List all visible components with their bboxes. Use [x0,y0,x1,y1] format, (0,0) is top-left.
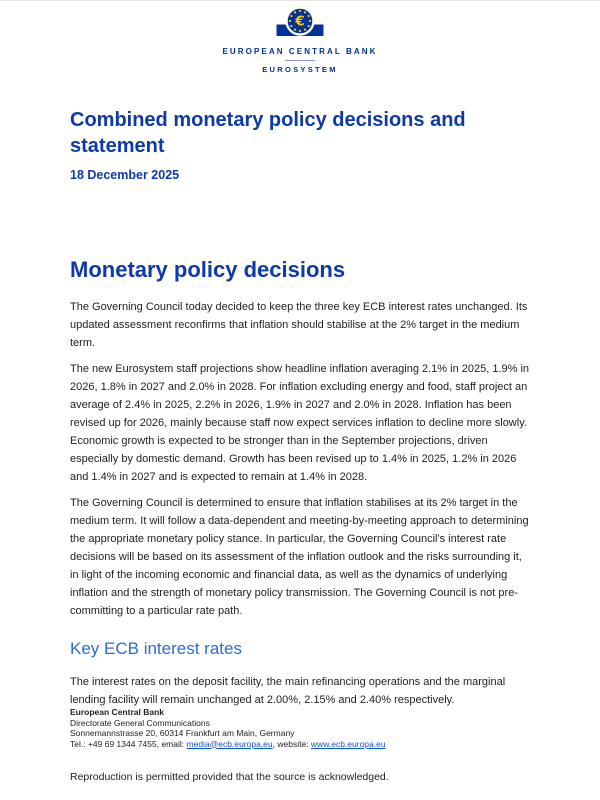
footer-contact-mid: , website: [272,738,311,749]
section-heading-monetary-policy-decisions: Monetary policy decisions [70,257,346,282]
footer-address: Sonnemannstrasse 20, 60314 Frankfurt am Main, Germany [70,728,295,738]
ecb-org-name: EUROPEAN CENTRAL BANK [222,47,378,56]
paragraph-policy-approach: The Governing Council is determined to ensure that inflation stabilises at its 2% target in the medium term. It will follow a data-dependent and meeting-by-meeting approach to determining the appropriate monetary policy stance. In particular, the Governing Council's interest rate decisions will be based on its assessment of the inflation outlook and the risks surrounding it, in light of the incoming economic and financial data, as well as the dynamics of underlying inflation and the strength of monetary policy transmission. The Governing Council is not pre-committing to a particular rate path. [70,497,529,617]
ecb-logo [0,1,600,74]
website-link[interactable]: www.ecb.europa.eu [310,738,386,749]
footer-contact-line [70,739,532,750]
section-heading-key-ecb-interest-rates: Key ECB interest rates [70,639,242,658]
paragraph-interest-rates: The interest rates on the deposit facility, the main refinancing operations and the marginal lending facility will remain unchanged at 2.00%, 2.15% and 2.40% respectively. [70,676,506,706]
document-content [70,107,532,709]
page-title: Combined monetary policy decisions and statement [70,109,466,157]
ecb-emblem-icon [270,6,330,42]
footer-org-name: European Central Bank [70,707,164,717]
eurosystem-label: EUROSYSTEM [262,65,338,74]
paragraph-rates-unchanged: The Governing Council today decided to keep the three key ECB interest rates unchanged. Its updated assessment reconfirms that inflation should stabilise at the 2% target in the medium term. [70,301,528,349]
footer-department: Directorate General Communications [70,717,210,728]
footer-contact-prefix: Tel.: +49 69 1344 7455, email: [70,738,187,749]
email-link[interactable]: media@ecb.europa.eu [186,738,273,749]
logo-divider [285,60,315,61]
paragraph-staff-projections: The new Eurosystem staff projections show headline inflation averaging 2.1% in 2025, 1.9% in 2026, 1.8% in 2027 and 2.0% in 2028. For inflation excluding energy and food, staff project an average of 2.4% in 2025, 2.2% in 2026, 1.9% in 2027 and 2.0% in 2028. Inflation has been revised up for 2026, mainly because staff now expect services inflation to decline more slowly. Economic growth is expected to be stronger than in the September projections, driven especially by domestic demand. Growth has been revised up to 1.4% in 2025, 1.2% in 2026 and 1.4% in 2027 and is expected to remain at 1.4% in 2028. [70,363,530,483]
footer-contact-block [70,707,532,749]
reproduction-note: Reproduction is permitted provided that the source is acknowledged. [70,771,389,783]
svg-text:€: € [295,13,305,30]
document-date: 18 December 2025 [70,168,180,182]
